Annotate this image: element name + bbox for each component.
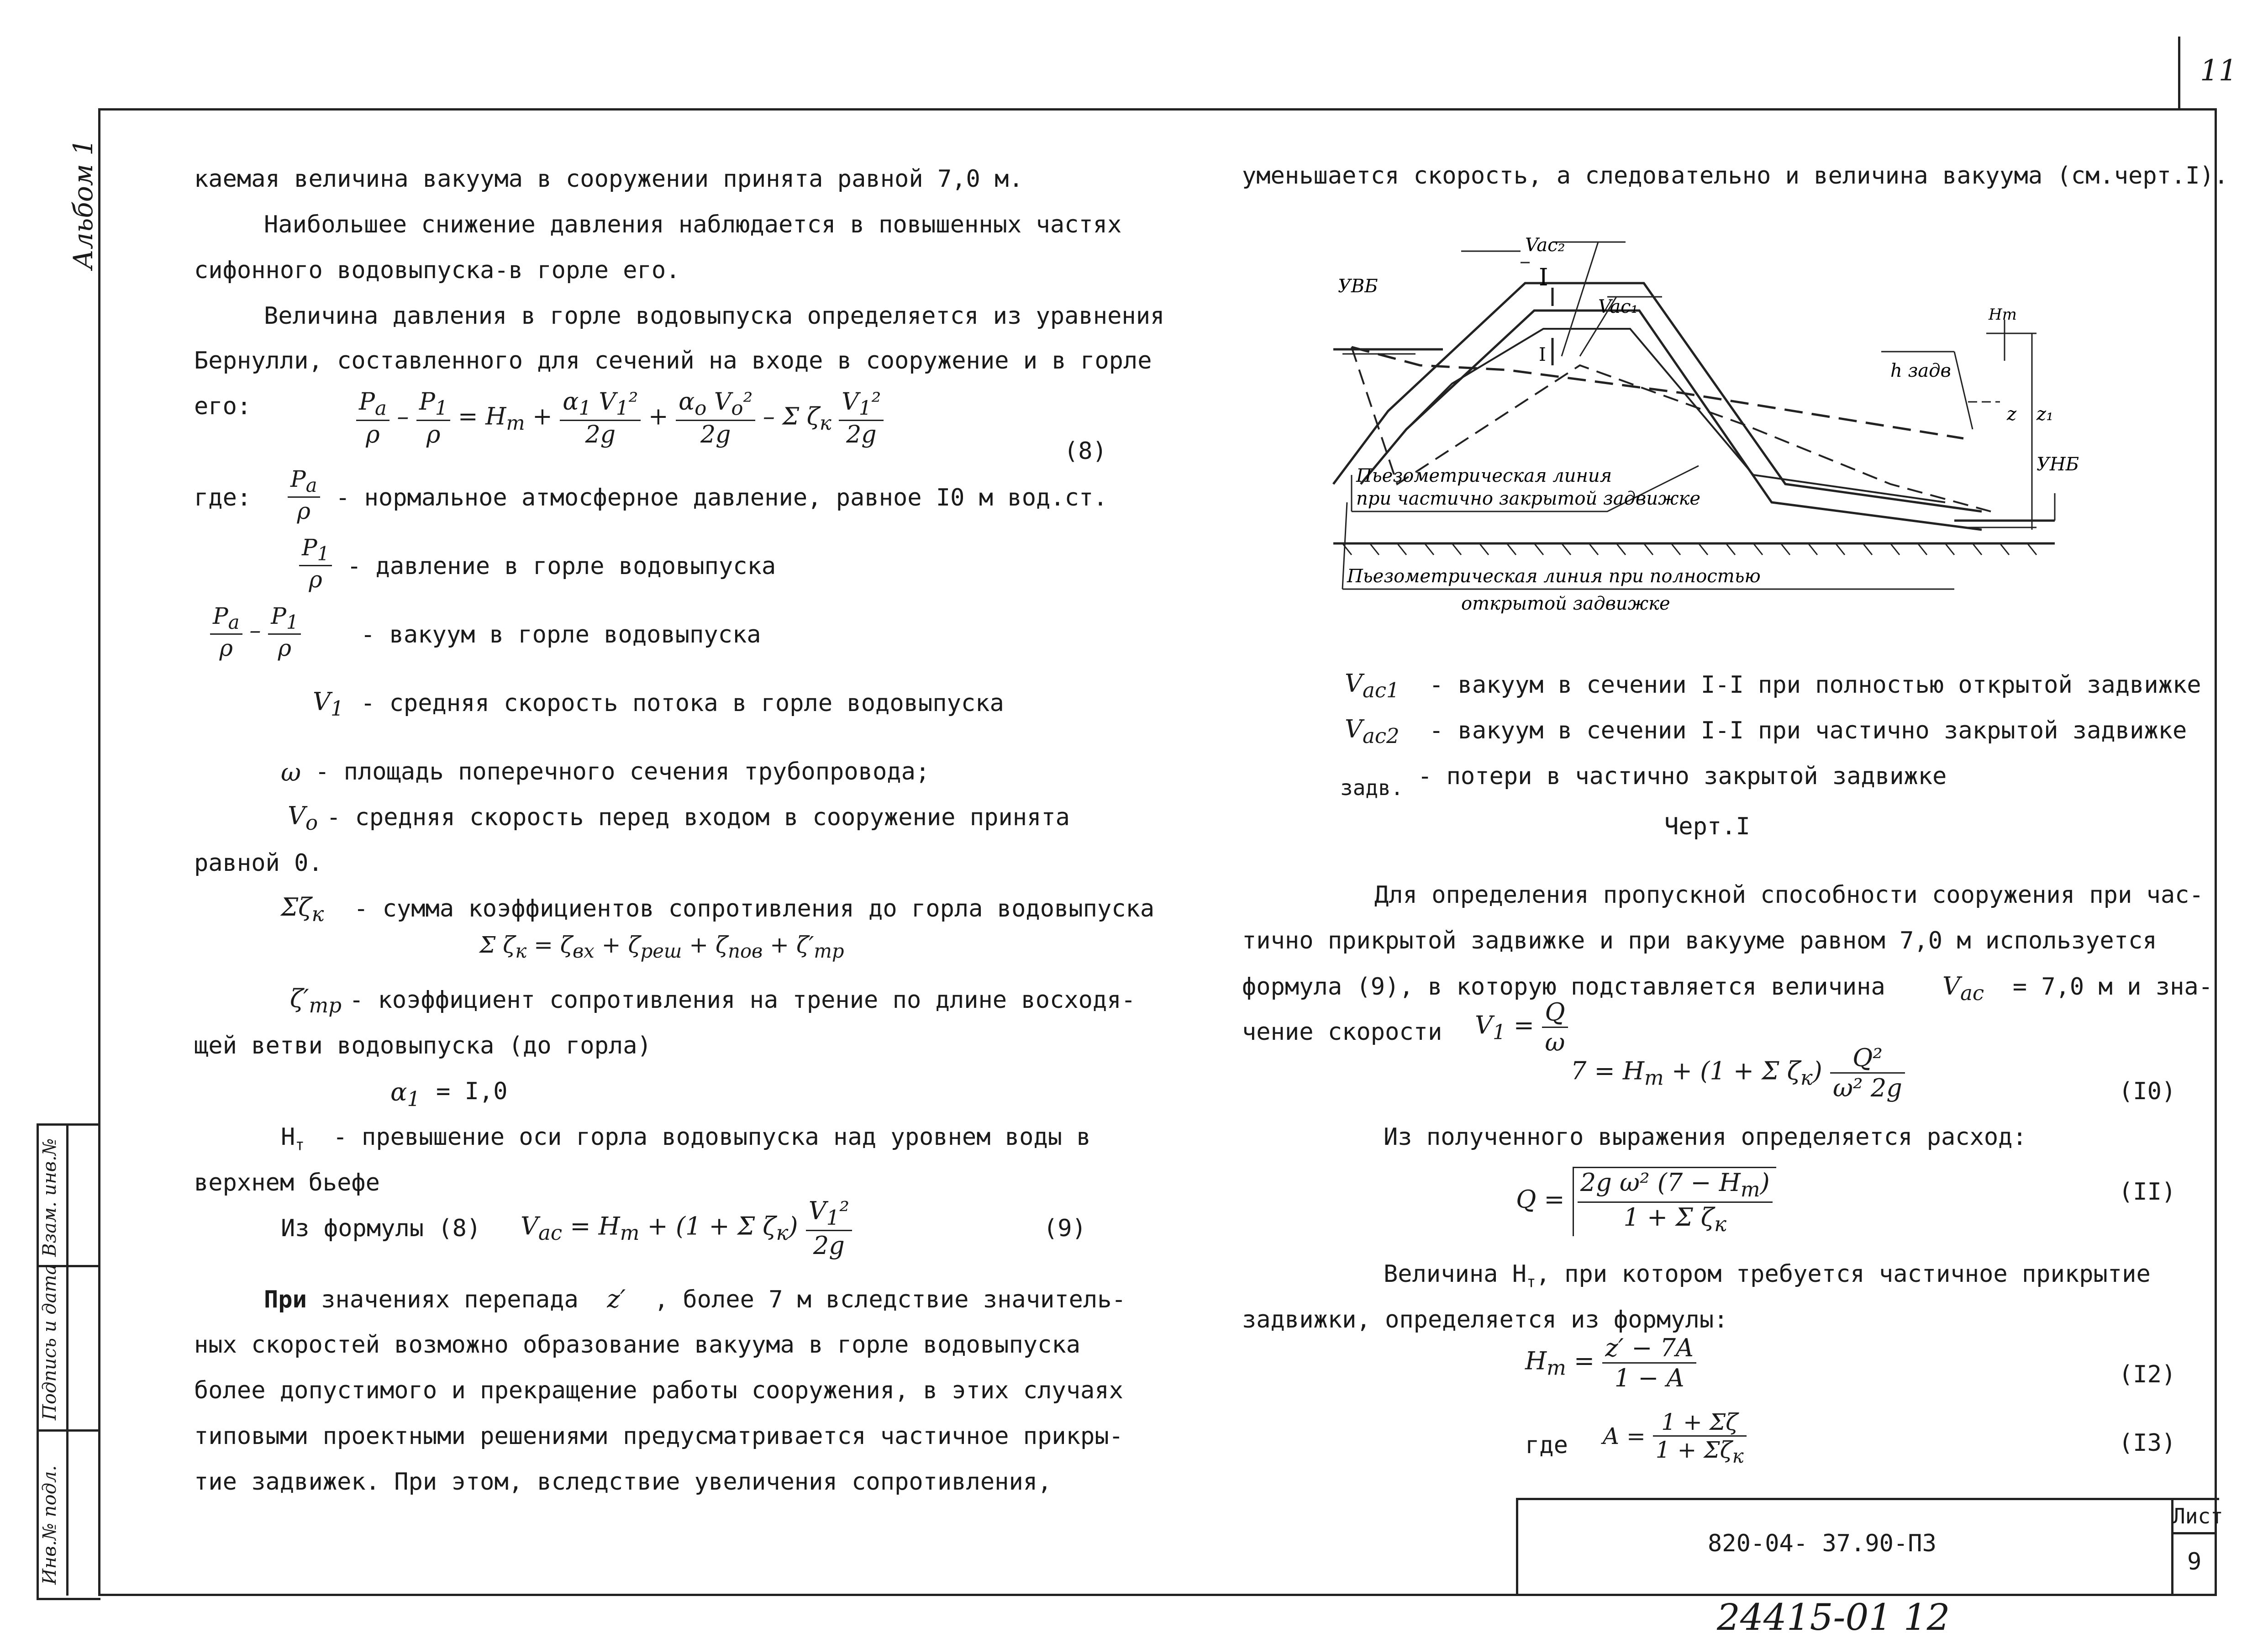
frame-top (98, 108, 2217, 111)
fig-label-piezo2a: Пьезометрическая линия при полностью (1347, 566, 1761, 587)
where-label-right: где (1525, 1432, 1568, 1459)
symbol-v1: $V_1$ (313, 687, 344, 721)
legend-hzadv: - потери в частично закрытой задвижке (1418, 763, 1947, 790)
left-p4c: более допустимого и прекращение работы сооружения, в этих случаях (194, 1377, 1123, 1404)
equation-9-number: (9) (1043, 1215, 1086, 1242)
doc-code: 820-04- 37.90-ПЗ (1708, 1530, 1936, 1557)
symbol-zeta-tr: $\zeta'_{тр}$ (290, 984, 342, 1017)
equation-12-number: (I2) (2119, 1361, 2176, 1388)
legend-vac2: - вакуум в сечении I-I при частично закрытой задвижке (1429, 717, 2187, 744)
left-p2a: Наибольшее снижение давления наблюдается в повышенных частях (264, 211, 1122, 238)
page-number: 11 (2200, 54, 2237, 88)
equation-13: A = $\frac{1 + \Sigma\zeta}{1 + \Sigma\zeta_к}$ (1603, 1409, 1747, 1467)
fig-label-uvb: УВБ (1338, 276, 1378, 297)
right-p4b: задвижки, определяется из формулы: (1242, 1306, 1728, 1333)
def-pa: - нормальное атмосферное давление, равное I0 м вод.ст. (336, 484, 1108, 511)
def-vacuum: - вакуум в горле водовыпуска (361, 621, 761, 648)
fig-label-vac2: Vac₂ (1525, 235, 1565, 256)
side-stamp-signature: Подпись и дата (39, 1264, 60, 1420)
def-ht-b: верхнем бьефе (194, 1169, 380, 1196)
left-p4b: ных скоростей возможно образование вакуума в горле водовыпуска (194, 1331, 1081, 1359)
equation-10-number: (I0) (2119, 1078, 2176, 1105)
fig-label-z: z (2007, 404, 2017, 425)
equation-8: $\frac{P_a}{\rho}$ – $\frac{P_1}{\rho}$ = $H_т$ + $\frac{\alpha_1 V_1^2}{2g}$ + $\frac{\alpha_o V_o^2}{2g}$ – Σ $\zeta_к$ $\frac{V_1^2}{2g}$ (356, 388, 884, 448)
right-p4a: Величина $Н_т$, при котором требуется частичное прикрытие (1384, 1260, 2151, 1291)
left-p4a: При значениях перепада z′ , более 7 м вследствие значитель- (264, 1285, 1126, 1313)
left-p1: каемая величина вакуума в сооружении принята равной 7,0 м. (194, 165, 1023, 193)
legend-vac1: - вакуум в сечении I-I при полностью открытой задвижке (1429, 671, 2201, 699)
right-p2c: формула (9), в которую подставляется величина $V_{ac} = 7,0$ м и зна- (1242, 972, 2213, 1005)
symbol-sum-zeta: $\Sigma\zeta_к$ (281, 893, 324, 926)
equation-9: $V_{ac} = H_т + (1 + \Sigma$ $\zeta_к$) $\frac{V_1^2}{2g}$ (521, 1196, 852, 1260)
right-p2a: Для определения пропускной способности сооружения при час- (1374, 881, 2204, 909)
equation-11: Q = $\frac{2g \omega^2 (7 - H_т)}{1 + \Sigma \zeta_к}$ (1516, 1167, 1776, 1236)
symbol-vac1: $V_{ac1}$ (1345, 669, 1400, 702)
equation-11-number: (II) (2119, 1178, 2176, 1206)
symbol-vac2: $V_{ac2}$ (1345, 715, 1400, 748)
where-label: где: (194, 484, 252, 511)
symbol-p1-rho: $\frac{P_1}{\rho}$ (299, 534, 332, 593)
fig-label-piezo1b: при частично закрытой задвижке (1356, 488, 1701, 509)
figure-siphon-profile (1324, 228, 2128, 630)
fig-label-hzadv: h задв (1890, 360, 1951, 381)
equation-10: $7 = H_т + (1 + \Sigma$ $\zeta_к$) $\frac{\text{Q²}}{\text{ω² 2g}}$ (1571, 1043, 1905, 1102)
fig-label-unb: УНБ (2036, 454, 2079, 475)
symbol-v0: $V_o$ (288, 801, 318, 835)
fig-label-ht: Hт (1989, 306, 2017, 324)
side-stamp-replace: Взам. инв.№ (39, 1138, 60, 1257)
def-zeta-tr: - коэффициент сопротивления на трение по длине восходя- (349, 986, 1136, 1014)
equation-sum-zeta: Σ $\zeta_к = \zeta_{вх} + \zeta_{реш} + \zeta_{пов} + \zeta'_{тр}$ (479, 932, 844, 962)
def-v0: - средняя скорость перед входом в сооружение принята (326, 804, 1070, 831)
legend-hzadv-sub: задв. (1340, 775, 1404, 800)
right-p2d: чение скорости (1242, 1018, 1442, 1046)
symbol-omega: ω (281, 758, 301, 787)
left-p3c: его: (194, 393, 252, 420)
fig-label-section-inner: I (1539, 344, 1546, 365)
equation-13-number: (I3) (2119, 1429, 2176, 1457)
def-ht: $Н_т$ - превышение оси горла водовыпуска над уровнем воды в (281, 1123, 1091, 1154)
def-v0-b: равной 0. (194, 849, 323, 877)
left-p3b: Бернулли, составленного для сечений на входе в сооружение и в горле (194, 347, 1152, 374)
equation-velocity: $V_1$ = $\frac{Q}{\omega}$ (1475, 998, 1568, 1057)
def-omega: - площадь поперечного сечения трубопровода; (315, 758, 930, 785)
equation-12: $H_т$ = $\frac{z' - 7A}{1 - A}$ (1525, 1333, 1696, 1392)
right-p1: уменьшается скорость, а следовательно и величина вакуума (см.черт.I). (1242, 162, 2229, 190)
symbol-pa-rho: $\frac{P_a}{\rho}$ (288, 466, 320, 524)
def-alpha: = I,0 (436, 1078, 508, 1105)
def-v1: - средняя скорость потока в горле водовыпуска (361, 690, 1004, 717)
symbol-vacuum: $\frac{P_a}{\rho}$ – $\frac{P_1}{\rho}$ (210, 603, 301, 661)
right-p3: Из полученного выражения определяется расход: (1384, 1123, 2027, 1151)
def-sum-zeta: - сумма коэффициентов сопротивления до горла водовыпуска (354, 895, 1155, 922)
sheet-label: Лист (2173, 1504, 2223, 1528)
fig-label-vac1: Vac₁ (1598, 296, 1638, 317)
left-p2b: сифонного водовыпуска-в горле его. (194, 257, 680, 284)
left-p4d: типовыми проектными решениями предусматривается частичное прикры- (194, 1422, 1123, 1450)
side-stamp-inv: Инв.№ подл. (39, 1465, 60, 1585)
symbol-alpha: $\alpha_1$ (390, 1078, 421, 1111)
fig-label-piezo2b: открытой задвижке (1461, 593, 1670, 614)
bottom-stamp: 24415-01 12 (1717, 1596, 1950, 1638)
fig-label-section: I (1539, 264, 1548, 291)
frame-right (2215, 108, 2217, 1596)
equation-8-number: (8) (1064, 437, 1107, 465)
sheet-number: 9 (2187, 1548, 2202, 1575)
left-p3a: Величина давления в горле водовыпуска определяется из уравнения (264, 302, 1165, 330)
right-p2b: тично прикрытой задвижке и при вакууме равном 7,0 м используется (1242, 927, 2157, 954)
left-p4e: тие задвижек. При этом, вследствие увеличения сопротивления, (194, 1468, 1052, 1496)
fig-label-piezo1a: Пьезометрическая линия (1356, 465, 1612, 486)
from-formula-8: Из формулы (8) (281, 1215, 481, 1242)
album-label: Альбом 1 (68, 138, 99, 269)
fig-label-z1: z₁ (2036, 404, 2054, 425)
page-number-divider (2178, 37, 2180, 110)
def-zeta-tr-b: щей ветви водовыпуска (до горла) (194, 1032, 652, 1059)
figure-caption: Черт.I (1664, 813, 1750, 840)
def-p1: - давление в горле водовыпуска (347, 553, 776, 580)
